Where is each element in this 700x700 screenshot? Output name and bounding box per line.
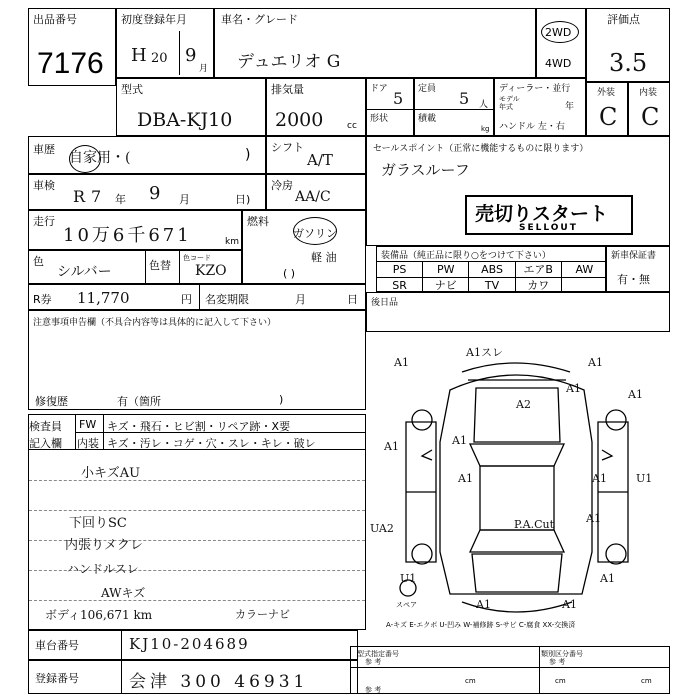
damage-mark: A1 (628, 388, 643, 401)
inspection-month: 9 (149, 183, 161, 204)
damage-mark: U1 (636, 472, 653, 485)
spec-cm-3: cm (641, 677, 652, 685)
legend-text: A-キズ E-エクボ U-凹み W-補修跡 S-サビ C-腐食 XX-交換済 (386, 621, 576, 629)
remark-4: ハンドルスレ (67, 562, 139, 576)
fuel-light-oil: 軽 油 (311, 251, 337, 264)
damage-mark: U1 (400, 572, 417, 585)
first-reg-box (116, 8, 214, 78)
recycle-expiry-label: 名変期限 (205, 293, 249, 306)
car-diagram (366, 332, 670, 620)
spec-box (350, 646, 670, 694)
color-code: KZO (195, 263, 227, 279)
capacity-value: 5 (459, 89, 470, 108)
damage-mark: A1 (476, 598, 491, 611)
damage-mark: A1 (600, 572, 615, 585)
dealer-box (494, 78, 586, 136)
interior-value: C (641, 103, 660, 131)
rating-value: 3.5 (609, 49, 648, 77)
damage-mark: A2 (516, 398, 531, 411)
inspection-year-unit: 年 (115, 193, 126, 206)
model-value: DBA-KJ10 (137, 109, 233, 131)
inspection-month-unit: 月 (179, 193, 190, 206)
history-label: 車歴 (33, 143, 55, 156)
sellout-title: 売切りスタート (475, 203, 609, 225)
capacity-label: 定員 (418, 84, 437, 94)
car-name-label: 車名・グレード (221, 13, 298, 26)
remark-5: AWキズ (101, 586, 146, 600)
sellout-sub: SELLOUT (519, 223, 578, 233)
rating-label: 評価点 (607, 13, 640, 26)
chassis-value: KJ10-204689 (129, 635, 250, 653)
dealer-model-year: モデル 年式 (499, 95, 520, 111)
chassis-box (28, 630, 358, 660)
registration-value: 会津 300 46931 (129, 672, 309, 692)
exterior-box (586, 82, 628, 136)
fuel-gasoline: ガソリン (293, 227, 337, 240)
damage-mark: A1 (384, 440, 399, 453)
recycle-value: 11,770 (77, 289, 130, 307)
equipment-item: PS (377, 262, 423, 278)
warranty-value: 有・無 (617, 273, 650, 286)
warranty-box (606, 246, 670, 292)
hood (474, 388, 560, 442)
inspector-label-2: 記入欄 (29, 437, 62, 450)
fuel-label: 燃料 (247, 215, 269, 228)
aircon-label: 冷房 (271, 179, 293, 192)
spec-cm-2: cm (555, 677, 566, 685)
trunk (472, 554, 562, 592)
exterior-value: C (599, 103, 618, 131)
first-reg-month: 9 (185, 45, 197, 66)
sales-point-box (366, 136, 670, 246)
color-value: シルバー (57, 264, 112, 280)
remarks-box (28, 450, 366, 630)
history-value: 自家用・( (69, 150, 131, 166)
inspection-day-unit: 日) (235, 193, 251, 206)
repair-value: 有（箇所 (117, 395, 161, 408)
remark-extra: カラーナビ (235, 608, 290, 621)
car-name-box (214, 8, 536, 78)
history-close: ) (245, 147, 251, 163)
inspection-box (28, 174, 266, 210)
inspector-fw: FW (79, 418, 97, 431)
inspector-fw-text: キズ・飛石・ヒビ割・リペア跡・X要 (107, 420, 291, 433)
interior-label: 内装 (639, 88, 658, 98)
damage-mark: A1 (586, 512, 601, 525)
sellout-stamp (465, 195, 633, 235)
damage-mark: A1 (566, 382, 581, 395)
color-code-sub: 色コード (183, 254, 211, 262)
inspector-box (28, 414, 366, 450)
first-reg-era: H (131, 45, 147, 66)
front-bumper (462, 363, 570, 372)
first-reg-month-unit: 月 (199, 64, 209, 74)
spec-row1: 型式指定番号 (357, 650, 399, 658)
spare-label: スペア (396, 601, 417, 609)
equipment-item (562, 278, 607, 293)
lot-box (28, 8, 116, 86)
sales-point-value: ガラスルーフ (381, 161, 470, 179)
lot-number: 7176 (37, 47, 104, 80)
first-reg-label: 初度登録年月 (121, 13, 187, 26)
inspection-year: 7 (91, 187, 102, 206)
displacement-box (266, 78, 366, 136)
mileage-unit: km (225, 237, 239, 247)
dealer-handle: ハンドル 左・右 (499, 122, 565, 132)
spec-row1-ref: 参 考 (365, 658, 382, 666)
drive-2wd: 2WD (545, 26, 572, 39)
history-box (28, 136, 266, 174)
damage-mark: A1スレ (466, 346, 503, 359)
shift-label: シフト (271, 141, 304, 154)
chassis-label: 車台番号 (35, 639, 79, 652)
rating-box (586, 8, 670, 82)
damage-mark: A1 (452, 434, 467, 447)
displacement-unit: cc (347, 121, 357, 131)
inspector-in: 内装 (77, 437, 99, 450)
equipment-item: TV (469, 278, 515, 293)
equipment-box (376, 246, 606, 292)
after-label: 後日品 (371, 298, 399, 308)
lot-label: 出品番号 (33, 13, 77, 26)
shift-box (266, 136, 366, 174)
spec-cm-1: cm (465, 677, 476, 685)
drive-4wd: 4WD (545, 57, 572, 70)
sales-point-label: セールスポイント（正常に機能するものに限ります） (373, 144, 589, 154)
fuel-paren: ( ) (283, 267, 296, 280)
equipment-item: PW (423, 262, 469, 278)
aircon-box (266, 174, 366, 210)
recycle-box (28, 284, 366, 310)
equipment-row-1 (377, 261, 607, 278)
repair-close: ) (279, 393, 284, 406)
recycle-month: 月 (295, 293, 306, 306)
remark-6: ボディ106,671 km (45, 608, 153, 622)
damage-mark: A1 (394, 356, 409, 369)
remark-3: 内張りメクレ (65, 538, 144, 553)
equipment-label: 装備品（純正品に限り○をつけて下さい） (381, 251, 551, 261)
damage-mark: A1 (562, 598, 577, 611)
equipment-item: AW (575, 263, 594, 276)
inspector-in-text: キズ・汚レ・コゲ・穴・スレ・キレ・破レ (107, 437, 316, 450)
aircon-value: AA/C (295, 189, 331, 205)
doors-label: ドア (370, 84, 388, 94)
mileage-label: 走行 (33, 215, 55, 228)
color-label: 色 (33, 255, 44, 268)
remark-2: 下回りSC (69, 516, 127, 531)
model-box (116, 78, 266, 136)
recycle-day: 日 (347, 293, 358, 306)
interior-box (628, 82, 670, 136)
damage-mark: A1 (458, 472, 473, 485)
inspector-label-1: 検査員 (29, 420, 62, 433)
color-code-label: 色替 (149, 259, 171, 272)
inspection-label: 車検 (33, 179, 55, 192)
equipment-item: ABS (469, 262, 515, 278)
diagram-marks (370, 346, 652, 611)
damage-mark: UA2 (370, 522, 394, 535)
equipment-item: エアB (516, 262, 562, 278)
exterior-label: 外装 (597, 88, 616, 98)
recycle-unit: 円 (181, 293, 192, 306)
model-label: 型式 (121, 83, 143, 96)
equipment-item: カワ (516, 278, 562, 293)
damage-mark: A1 (592, 472, 607, 485)
equipment-item: ナビ (423, 278, 469, 293)
doors-value: 5 (393, 89, 404, 108)
repair-label: 修復歴 (35, 395, 68, 408)
after-box (366, 292, 670, 332)
first-reg-year: 20 (151, 51, 168, 66)
notes-box (28, 310, 366, 410)
spec-row1b-ref: 参 考 (549, 658, 566, 666)
inspection-era: R (73, 187, 86, 206)
damage-mark: A1 (588, 356, 603, 369)
color-box (28, 250, 242, 284)
registration-box (28, 660, 358, 694)
notes-label: 注意事項申告欄（不具合内容等は具体的に記入して下さい） (33, 318, 277, 328)
warranty-label: 新車保証書 (611, 251, 657, 261)
dealer-year-unit: 年 (565, 102, 575, 112)
load-label: 積載 (418, 114, 437, 124)
spec-row1b: 類別区分番号 (541, 650, 583, 658)
car-name-value: デュエリオ G (237, 52, 341, 72)
fuel-box (242, 210, 366, 284)
recycle-label: R券 (33, 293, 52, 306)
legend-box (366, 620, 670, 632)
dealer-label: ディーラー・並行 (499, 84, 571, 94)
doors-box (366, 78, 414, 136)
damage-mark: P.A.Cut (514, 518, 555, 531)
displacement-label: 排気量 (271, 83, 304, 96)
shift-value: A/T (307, 151, 333, 169)
spec-row3: 参 考 (365, 686, 382, 694)
capacity-unit: 人 (479, 100, 489, 110)
mileage-box (28, 210, 242, 250)
displacement-value: 2000 (275, 109, 324, 131)
remark-1: 小キズAU (81, 466, 141, 481)
load-unit: kg (481, 125, 490, 133)
registration-label: 登録番号 (35, 672, 79, 685)
equipment-row-2 (377, 277, 607, 293)
mileage-value: 10万6千671 (63, 225, 192, 246)
equipment-item: SR (377, 278, 423, 293)
drive-box (536, 8, 586, 78)
body-type-label: 形状 (370, 114, 389, 124)
capacity-box (414, 78, 494, 136)
